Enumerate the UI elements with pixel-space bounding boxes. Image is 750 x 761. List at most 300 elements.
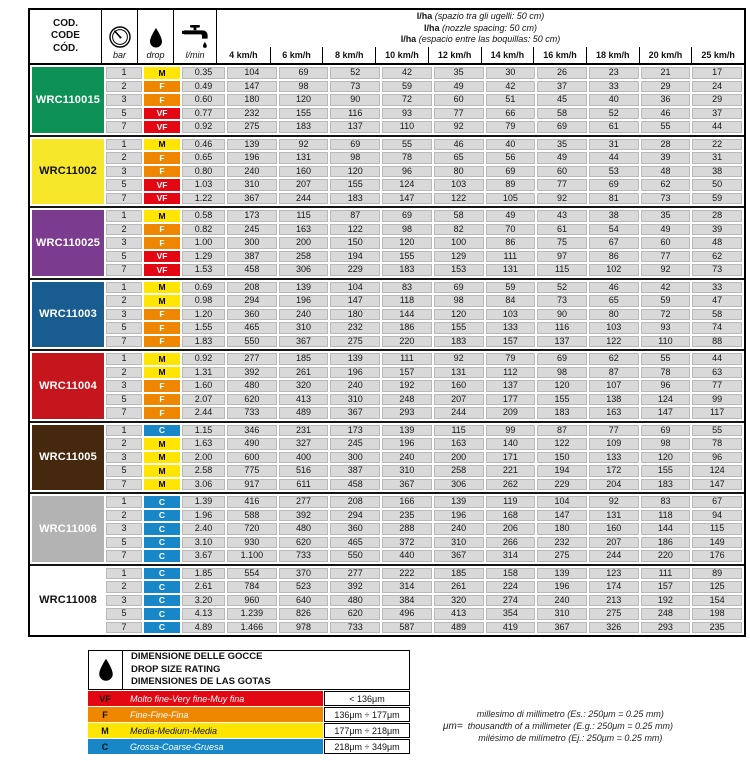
drop-column-header xyxy=(138,10,174,63)
lha-value: 80 xyxy=(434,166,484,178)
lha-value: 153 xyxy=(434,264,484,276)
lha-value: 163 xyxy=(279,224,329,236)
lha-value: 72 xyxy=(641,309,691,321)
lha-value: 115 xyxy=(537,264,587,276)
legend-label: Grossa-Coarse-Gruesa xyxy=(130,741,224,752)
drop-icon xyxy=(148,27,164,49)
lha-value: 69 xyxy=(537,121,587,133)
lha-value: 155 xyxy=(641,465,691,477)
lha-value: 310 xyxy=(227,179,277,191)
lha-value: 125 xyxy=(692,581,742,593)
lha-value: 67 xyxy=(589,237,639,249)
lmin-value: 4.89 xyxy=(182,622,225,634)
lha-value: 23 xyxy=(589,67,639,79)
lha-value: 258 xyxy=(279,251,329,263)
lha-value: 98 xyxy=(641,438,691,450)
lha-value: 240 xyxy=(227,166,277,178)
lmin-value: 2.07 xyxy=(182,394,225,406)
legend-letter: C xyxy=(101,741,109,752)
lha-value: 42 xyxy=(641,282,691,294)
lha-value: 516 xyxy=(279,465,329,477)
lha-value: 62 xyxy=(589,353,639,365)
bar-value: 2 xyxy=(106,152,142,164)
lha-value: 206 xyxy=(486,523,536,535)
drop-chip: C xyxy=(144,550,180,562)
lha-value: 244 xyxy=(434,407,484,419)
lha-value: 784 xyxy=(227,581,277,593)
drop-chip: VF xyxy=(144,193,180,205)
lha-value: 115 xyxy=(692,523,742,535)
lha-value: 168 xyxy=(486,510,536,522)
lha-value: 231 xyxy=(279,425,329,437)
lmin-value: 0.92 xyxy=(182,353,225,365)
bar-value: 1 xyxy=(106,67,142,79)
bar-value: 7 xyxy=(106,264,142,276)
lha-value: 112 xyxy=(486,367,536,379)
lmin-value: 1.63 xyxy=(182,438,225,450)
lha-value: 262 xyxy=(486,479,536,491)
lmin-value: 0.82 xyxy=(182,224,225,236)
lha-value: 139 xyxy=(537,568,587,580)
lha-value: 79 xyxy=(486,353,536,365)
lha-value: 120 xyxy=(434,309,484,321)
lha-value: 293 xyxy=(382,407,432,419)
lha-value: 155 xyxy=(434,322,484,334)
lha-value: 207 xyxy=(589,537,639,549)
lha-value: 89 xyxy=(692,568,742,580)
lha-value: 600 xyxy=(227,452,277,464)
lha-value: 160 xyxy=(589,523,639,535)
micron-note-lines xyxy=(468,708,673,744)
lha-value: 116 xyxy=(330,108,380,120)
lha-value: 77 xyxy=(692,380,742,392)
lha-spacing-header xyxy=(217,10,744,47)
lha-value: 66 xyxy=(486,108,536,120)
bar-value: 5 xyxy=(106,537,142,549)
lha-value: 21 xyxy=(641,67,691,79)
lha-value: 930 xyxy=(227,537,277,549)
lha-value: 78 xyxy=(692,438,742,450)
group-code: WRC11002 xyxy=(32,139,104,205)
lha-value: 720 xyxy=(227,523,277,535)
lha-value: 49 xyxy=(486,210,536,222)
lha-value: 46 xyxy=(434,139,484,151)
lha-value: 22 xyxy=(692,139,742,151)
lmin-value: 1.53 xyxy=(182,264,225,276)
lha-value: 150 xyxy=(330,237,380,249)
drop-chip: M xyxy=(144,452,180,464)
lmin-value: 3.67 xyxy=(182,550,225,562)
bar-column-header xyxy=(102,10,138,63)
nozzle-group xyxy=(30,421,744,493)
lha-value: 144 xyxy=(382,309,432,321)
lmin-value: 1.96 xyxy=(182,510,225,522)
lha-value: 48 xyxy=(692,237,742,249)
lha-value: 155 xyxy=(279,108,329,120)
lha-value: 232 xyxy=(330,322,380,334)
lha-value: 138 xyxy=(589,394,639,406)
lha-value: 277 xyxy=(279,496,329,508)
lha-value: 367 xyxy=(330,407,380,419)
lha-value: 61 xyxy=(589,121,639,133)
lha-value: 221 xyxy=(486,465,536,477)
nozzle-group xyxy=(30,65,744,135)
lha-value: 38 xyxy=(692,166,742,178)
lha-value: 47 xyxy=(692,295,742,307)
drop-chip: F xyxy=(144,309,180,321)
lha-value: 258 xyxy=(434,465,484,477)
lha-value: 120 xyxy=(382,237,432,249)
lha-value: 458 xyxy=(227,264,277,276)
lha-value: 413 xyxy=(434,608,484,620)
drop-chip: M xyxy=(144,479,180,491)
lha-value: 147 xyxy=(330,295,380,307)
lha-value: 367 xyxy=(434,550,484,562)
lha-value: 86 xyxy=(486,237,536,249)
lha-value: 30 xyxy=(486,67,536,79)
lha-value: 78 xyxy=(382,152,432,164)
lmin-value: 0.58 xyxy=(182,210,225,222)
lha-value: 413 xyxy=(279,394,329,406)
lha-value: 54 xyxy=(589,224,639,236)
lha-value: 58 xyxy=(537,108,587,120)
lha-value: 89 xyxy=(486,179,536,191)
lha-value: 52 xyxy=(537,282,587,294)
drop-chip: C xyxy=(144,425,180,437)
lha-value: 183 xyxy=(537,407,587,419)
lha-value: 137 xyxy=(486,380,536,392)
lha-value: 62 xyxy=(641,179,691,191)
lmin-value: 1.55 xyxy=(182,322,225,334)
lmin-value: 2.40 xyxy=(182,523,225,535)
lha-value: 131 xyxy=(434,367,484,379)
lha-value: 139 xyxy=(434,496,484,508)
micron-note xyxy=(408,708,708,744)
drop-chip: F xyxy=(144,237,180,249)
legend-row xyxy=(88,723,410,738)
bar-value: 3 xyxy=(106,166,142,178)
lha-value: 198 xyxy=(692,608,742,620)
lha-value: 244 xyxy=(279,193,329,205)
speed-header: 18 km/h xyxy=(586,47,639,63)
lmin-value: 1.03 xyxy=(182,179,225,191)
bar-value: 3 xyxy=(106,309,142,321)
lha-value: 31 xyxy=(692,152,742,164)
lmin-value: 1.31 xyxy=(182,367,225,379)
lha-value: 183 xyxy=(279,121,329,133)
lha-value: 294 xyxy=(227,295,277,307)
bar-value: 1 xyxy=(106,568,142,580)
lmin-value: 2.58 xyxy=(182,465,225,477)
lha-value: 74 xyxy=(692,322,742,334)
lha-value: 98 xyxy=(537,367,587,379)
lha-value: 67 xyxy=(692,496,742,508)
lha-value: 360 xyxy=(330,523,380,535)
lha-value: 320 xyxy=(434,595,484,607)
lha-value: 320 xyxy=(279,380,329,392)
lha-value: 489 xyxy=(279,407,329,419)
lha-value: 196 xyxy=(330,367,380,379)
lha-value: 87 xyxy=(589,367,639,379)
lha-value: 90 xyxy=(330,94,380,106)
lha-value: 103 xyxy=(589,322,639,334)
lha-value: 147 xyxy=(692,479,742,491)
lha-value: 56 xyxy=(486,152,536,164)
lha-value: 122 xyxy=(589,336,639,348)
lha-value: 83 xyxy=(641,496,691,508)
bar-value: 5 xyxy=(106,322,142,334)
legend-row-colored xyxy=(88,739,323,754)
lha-value: 94 xyxy=(692,510,742,522)
lha-value: 147 xyxy=(641,407,691,419)
legend-range: 136μm ÷ 177μm xyxy=(324,707,410,722)
drop-chip: C xyxy=(144,523,180,535)
lha-value: 310 xyxy=(330,394,380,406)
lha-value: 139 xyxy=(279,282,329,294)
lha-value: 93 xyxy=(382,108,432,120)
lha-value: 49 xyxy=(641,224,691,236)
legend-row-colored xyxy=(88,691,323,706)
lha-value: 173 xyxy=(227,210,277,222)
lha-value: 261 xyxy=(434,581,484,593)
lha-value: 93 xyxy=(641,322,691,334)
lha-value: 17 xyxy=(692,67,742,79)
lha-value: 82 xyxy=(434,224,484,236)
legend-row xyxy=(88,739,410,754)
lha-value: 300 xyxy=(330,452,380,464)
bar-value: 2 xyxy=(106,295,142,307)
lha-value: 26 xyxy=(537,67,587,79)
nozzle-group xyxy=(30,135,744,207)
lmin-label: l/min xyxy=(185,50,205,60)
lha-value: 314 xyxy=(382,581,432,593)
lha-value: 150 xyxy=(537,452,587,464)
lha-value: 196 xyxy=(227,152,277,164)
lha-value: 77 xyxy=(537,179,587,191)
lha-value: 245 xyxy=(227,224,277,236)
lha-value: 120 xyxy=(279,94,329,106)
lha-value: 620 xyxy=(279,537,329,549)
lha-value: 35 xyxy=(641,210,691,222)
lha-value: 104 xyxy=(227,67,277,79)
lha-value: 229 xyxy=(330,264,380,276)
lha-value: 131 xyxy=(589,510,639,522)
lha-value: 480 xyxy=(227,380,277,392)
bar-value: 7 xyxy=(106,479,142,491)
table-body xyxy=(30,65,744,635)
lha-value: 99 xyxy=(692,394,742,406)
lha-value: 73 xyxy=(330,81,380,93)
lha-value: 109 xyxy=(589,438,639,450)
lha-value: 45 xyxy=(537,94,587,106)
bar-value: 7 xyxy=(106,550,142,562)
bar-value: 2 xyxy=(106,224,142,236)
lha-value: 118 xyxy=(641,510,691,522)
micron-symbol: μm= xyxy=(443,720,463,732)
lha-value: 157 xyxy=(641,581,691,593)
lha-value: 458 xyxy=(330,479,380,491)
nozzle-group xyxy=(30,564,744,636)
micron-note-line: millesimo di millimetro (Es.: 250μm = 0.25 mm) xyxy=(476,709,664,719)
lha-value: 235 xyxy=(382,510,432,522)
lha-value: 733 xyxy=(279,550,329,562)
lha-value: 275 xyxy=(589,608,639,620)
lha-value: 1.239 xyxy=(227,608,277,620)
lha-value: 275 xyxy=(537,550,587,562)
bar-value: 3 xyxy=(106,94,142,106)
lha-value: 496 xyxy=(382,608,432,620)
micron-note-line: milésimo de milímetro (Ej.: 250μm = 0.25 mm) xyxy=(478,733,663,744)
legend-row xyxy=(88,707,410,722)
lha-value: 235 xyxy=(692,622,742,634)
lmin-value: 0.35 xyxy=(182,67,225,79)
lha-value: 123 xyxy=(589,568,639,580)
drop-chip: C xyxy=(144,537,180,549)
lha-value: 917 xyxy=(227,479,277,491)
lha-value: 55 xyxy=(692,425,742,437)
nozzle-group xyxy=(30,206,744,278)
lha-value: 194 xyxy=(537,465,587,477)
lha-value: 140 xyxy=(486,438,536,450)
legend-range: 218μm ÷ 349μm xyxy=(324,739,410,754)
lha-note-line: l/ha (nozzle spacing: 50 cm) xyxy=(423,22,538,33)
lha-value: 129 xyxy=(434,251,484,263)
lha-value: 978 xyxy=(279,622,329,634)
lha-value: 98 xyxy=(279,81,329,93)
lha-value: 1.466 xyxy=(227,622,277,634)
group-code: WRC11006 xyxy=(32,496,104,562)
speed-header: 20 km/h xyxy=(639,47,692,63)
lha-value: 139 xyxy=(330,353,380,365)
lha-value: 465 xyxy=(330,537,380,549)
lha-value: 65 xyxy=(589,295,639,307)
lha-value: 58 xyxy=(434,210,484,222)
lha-value: 416 xyxy=(227,496,277,508)
lha-value: 40 xyxy=(589,94,639,106)
lha-value: 207 xyxy=(279,179,329,191)
lmin-value: 0.69 xyxy=(182,282,225,294)
lha-value: 490 xyxy=(227,438,277,450)
bar-value: 7 xyxy=(106,121,142,133)
lha-value: 86 xyxy=(589,251,639,263)
lha-value: 69 xyxy=(330,139,380,151)
lha-value: 587 xyxy=(382,622,432,634)
lmin-value: 3.06 xyxy=(182,479,225,491)
lha-value: 1.100 xyxy=(227,550,277,562)
lha-value: 220 xyxy=(641,550,691,562)
lha-value: 77 xyxy=(434,108,484,120)
legend-titles xyxy=(123,651,409,689)
lha-value: 131 xyxy=(486,264,536,276)
bar-value: 5 xyxy=(106,108,142,120)
lha-value: 48 xyxy=(641,166,691,178)
lha-value: 35 xyxy=(434,67,484,79)
lha-value: 69 xyxy=(537,353,587,365)
lha-value: 98 xyxy=(330,152,380,164)
lha-value: 111 xyxy=(382,353,432,365)
lha-value: 55 xyxy=(382,139,432,151)
lha-value: 733 xyxy=(227,407,277,419)
lha-value: 180 xyxy=(537,523,587,535)
lha-value: 392 xyxy=(279,510,329,522)
speed-header: 6 km/h xyxy=(270,47,323,63)
nozzle-group xyxy=(30,492,744,564)
lha-value: 240 xyxy=(537,595,587,607)
lha-value: 49 xyxy=(537,152,587,164)
lha-value: 133 xyxy=(486,322,536,334)
lha-value: 960 xyxy=(227,595,277,607)
lha-value: 248 xyxy=(382,394,432,406)
drop-chip: F xyxy=(144,407,180,419)
bar-value: 1 xyxy=(106,425,142,437)
lha-value: 611 xyxy=(279,479,329,491)
lha-value: 73 xyxy=(641,193,691,205)
drop-chip: M xyxy=(144,139,180,151)
nozzle-group xyxy=(30,349,744,421)
drop-size-legend xyxy=(88,650,410,754)
lha-value: 58 xyxy=(692,309,742,321)
bar-value: 7 xyxy=(106,193,142,205)
lha-value: 346 xyxy=(227,425,277,437)
lha-value: 306 xyxy=(434,479,484,491)
lha-value: 110 xyxy=(382,121,432,133)
lha-value: 392 xyxy=(227,367,277,379)
lha-value: 97 xyxy=(537,251,587,263)
lha-value: 60 xyxy=(537,166,587,178)
lmin-value: 1.29 xyxy=(182,251,225,263)
lha-value: 180 xyxy=(227,94,277,106)
lha-value: 59 xyxy=(486,282,536,294)
lha-value: 192 xyxy=(641,595,691,607)
bar-value: 3 xyxy=(106,380,142,392)
lha-value: 180 xyxy=(330,309,380,321)
lha-value: 24 xyxy=(692,81,742,93)
bar-value: 5 xyxy=(106,465,142,477)
bar-value: 3 xyxy=(106,595,142,607)
lha-value: 222 xyxy=(382,568,432,580)
drop-chip: C xyxy=(144,581,180,593)
lha-value: 384 xyxy=(382,595,432,607)
lha-value: 59 xyxy=(641,295,691,307)
lha-value: 372 xyxy=(382,537,432,549)
lha-value: 99 xyxy=(486,425,536,437)
lha-value: 240 xyxy=(279,309,329,321)
lha-note-line: l/ha (spazio tra gli ugelli: 50 cm) xyxy=(416,10,545,21)
lha-value: 35 xyxy=(537,139,587,151)
drop-chip: M xyxy=(144,282,180,294)
lha-value: 277 xyxy=(330,568,380,580)
lha-value: 46 xyxy=(641,108,691,120)
lha-value: 173 xyxy=(330,425,380,437)
lha-value: 367 xyxy=(537,622,587,634)
legend-range: < 136μm xyxy=(324,691,410,706)
lha-value: 208 xyxy=(330,496,380,508)
bar-value: 2 xyxy=(106,438,142,450)
lha-value: 326 xyxy=(589,622,639,634)
lha-value: 367 xyxy=(382,479,432,491)
lha-value: 110 xyxy=(641,336,691,348)
lmin-value: 3.10 xyxy=(182,537,225,549)
bar-value: 5 xyxy=(106,179,142,191)
lha-value: 826 xyxy=(279,608,329,620)
lha-note-line: l/ha (espacio entre las boquillas: 50 cm) xyxy=(400,34,561,45)
bar-value: 7 xyxy=(106,407,142,419)
speed-header: 12 km/h xyxy=(428,47,481,63)
lha-value: 102 xyxy=(589,264,639,276)
legend-label: Fine-Fine-Fina xyxy=(130,709,189,720)
bar-value: 1 xyxy=(106,139,142,151)
lha-value: 42 xyxy=(382,67,432,79)
